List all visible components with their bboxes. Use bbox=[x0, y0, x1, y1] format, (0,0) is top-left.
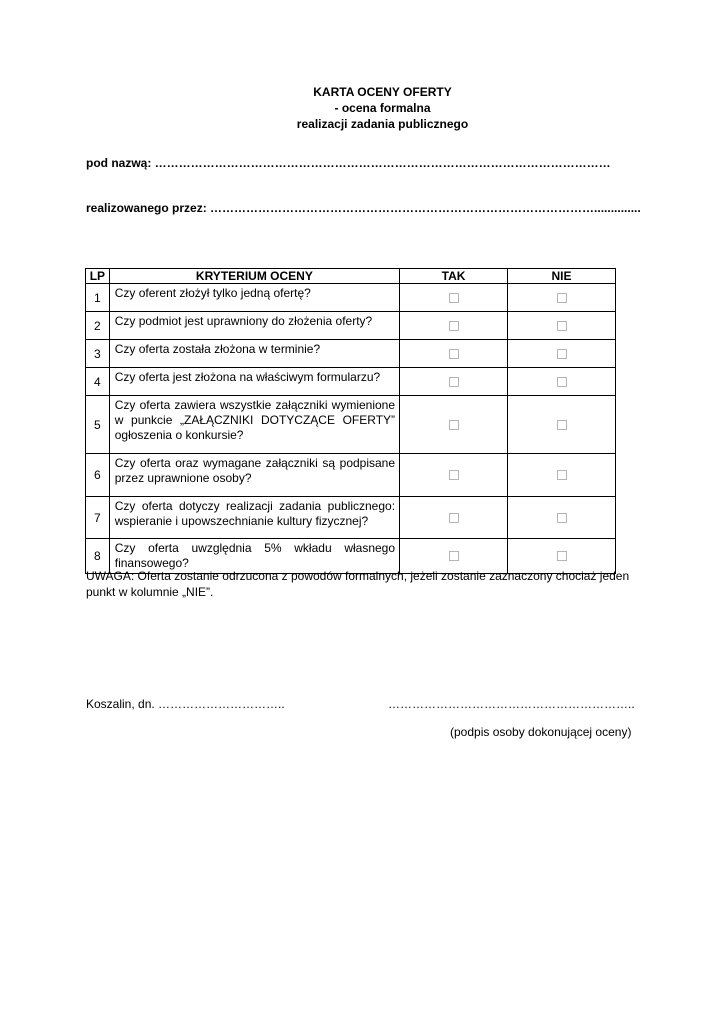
title-line-3: realizacji zadania publicznego bbox=[296, 117, 469, 131]
yes-checkbox[interactable] bbox=[449, 377, 459, 387]
no-cell bbox=[508, 312, 616, 340]
table-row bbox=[86, 312, 616, 340]
criterion-text: Czy oferta zawiera wszystkie załączniki wymienione w punkcie „ZAŁĄCZNIKI DOTYCZĄCE OFERTY” ogłoszenia o konkursie? bbox=[109, 396, 399, 454]
no-checkbox[interactable] bbox=[557, 377, 567, 387]
row-number: 8 bbox=[86, 539, 110, 574]
yes-cell bbox=[400, 340, 508, 368]
table-row bbox=[86, 497, 616, 539]
signature-line: …………………………………………………….. bbox=[388, 697, 635, 711]
no-cell bbox=[508, 454, 616, 497]
no-cell bbox=[508, 396, 616, 454]
row-number: 1 bbox=[86, 284, 110, 312]
no-checkbox[interactable] bbox=[557, 293, 567, 303]
row-number: 2 bbox=[86, 312, 110, 340]
table-row bbox=[86, 454, 616, 497]
criterion-text: Czy oferta jest złożona na właściwym formularzu? bbox=[109, 368, 399, 396]
table-row bbox=[86, 368, 616, 396]
table-row bbox=[86, 284, 616, 312]
header-no: NIE bbox=[508, 269, 616, 284]
no-cell bbox=[508, 368, 616, 396]
no-cell bbox=[508, 340, 616, 368]
yes-cell bbox=[400, 284, 508, 312]
name-field: pod nazwą: …………………………………………………………………………………………………… bbox=[86, 156, 611, 170]
row-number: 6 bbox=[86, 454, 110, 497]
table-header-row bbox=[86, 269, 616, 284]
yes-cell bbox=[400, 312, 508, 340]
no-checkbox[interactable] bbox=[557, 551, 567, 561]
yes-checkbox[interactable] bbox=[449, 349, 459, 359]
place-date: Koszalin, dn. ………………………….. bbox=[86, 697, 285, 711]
no-checkbox[interactable] bbox=[557, 321, 567, 331]
row-number: 4 bbox=[86, 368, 110, 396]
realized-by-field: realizowanego przez: …………………………………………………………………………………….............. bbox=[86, 201, 641, 215]
criteria-table bbox=[85, 268, 616, 574]
header-lp: LP bbox=[86, 269, 110, 284]
signature-caption: (podpis osoby dokonującej oceny) bbox=[450, 725, 632, 739]
no-cell bbox=[508, 284, 616, 312]
title-line-1: KARTA OCENY OFERTY bbox=[313, 85, 452, 99]
criterion-text: Czy oferta oraz wymagane załączniki są podpisane przez uprawnione osoby? bbox=[109, 454, 399, 497]
yes-checkbox[interactable] bbox=[449, 513, 459, 523]
criterion-text: Czy oferta została złożona w terminie? bbox=[109, 340, 399, 368]
table-row bbox=[86, 340, 616, 368]
yes-cell bbox=[400, 396, 508, 454]
yes-checkbox[interactable] bbox=[449, 420, 459, 430]
no-cell bbox=[508, 497, 616, 539]
yes-checkbox[interactable] bbox=[449, 551, 459, 561]
yes-cell bbox=[400, 368, 508, 396]
header-yes: TAK bbox=[400, 269, 508, 284]
header-criterion: KRYTERIUM OCENY bbox=[109, 269, 399, 284]
no-checkbox[interactable] bbox=[557, 420, 567, 430]
row-number: 7 bbox=[86, 497, 110, 539]
warning-note: UWAGA: Oferta zostanie odrzucona z powodów formalnych, jeżeli zostanie zaznaczony chociaż jeden punkt w kolumnie „NIE”. bbox=[86, 569, 630, 599]
yes-cell bbox=[400, 497, 508, 539]
table-row bbox=[86, 396, 616, 454]
criterion-text: Czy oferent złożył tylko jedną ofertę? bbox=[109, 284, 399, 312]
criterion-text: Czy oferta uwzględnia 5% wkładu własnego finansowego? bbox=[109, 539, 399, 574]
criterion-text: Czy podmiot jest uprawniony do złożenia oferty? bbox=[109, 312, 399, 340]
no-checkbox[interactable] bbox=[557, 513, 567, 523]
title-line-2: - ocena formalna bbox=[334, 101, 431, 115]
yes-checkbox[interactable] bbox=[449, 470, 459, 480]
no-checkbox[interactable] bbox=[557, 349, 567, 359]
yes-checkbox[interactable] bbox=[449, 293, 459, 303]
row-number: 5 bbox=[86, 396, 110, 454]
yes-cell bbox=[400, 454, 508, 497]
criterion-text: Czy oferta dotyczy realizacji zadania publicznego: wspieranie i upowszechnianie kultury fizycznej? bbox=[109, 497, 399, 539]
yes-checkbox[interactable] bbox=[449, 321, 459, 331]
no-checkbox[interactable] bbox=[557, 470, 567, 480]
row-number: 3 bbox=[86, 340, 110, 368]
document-title bbox=[0, 84, 725, 132]
